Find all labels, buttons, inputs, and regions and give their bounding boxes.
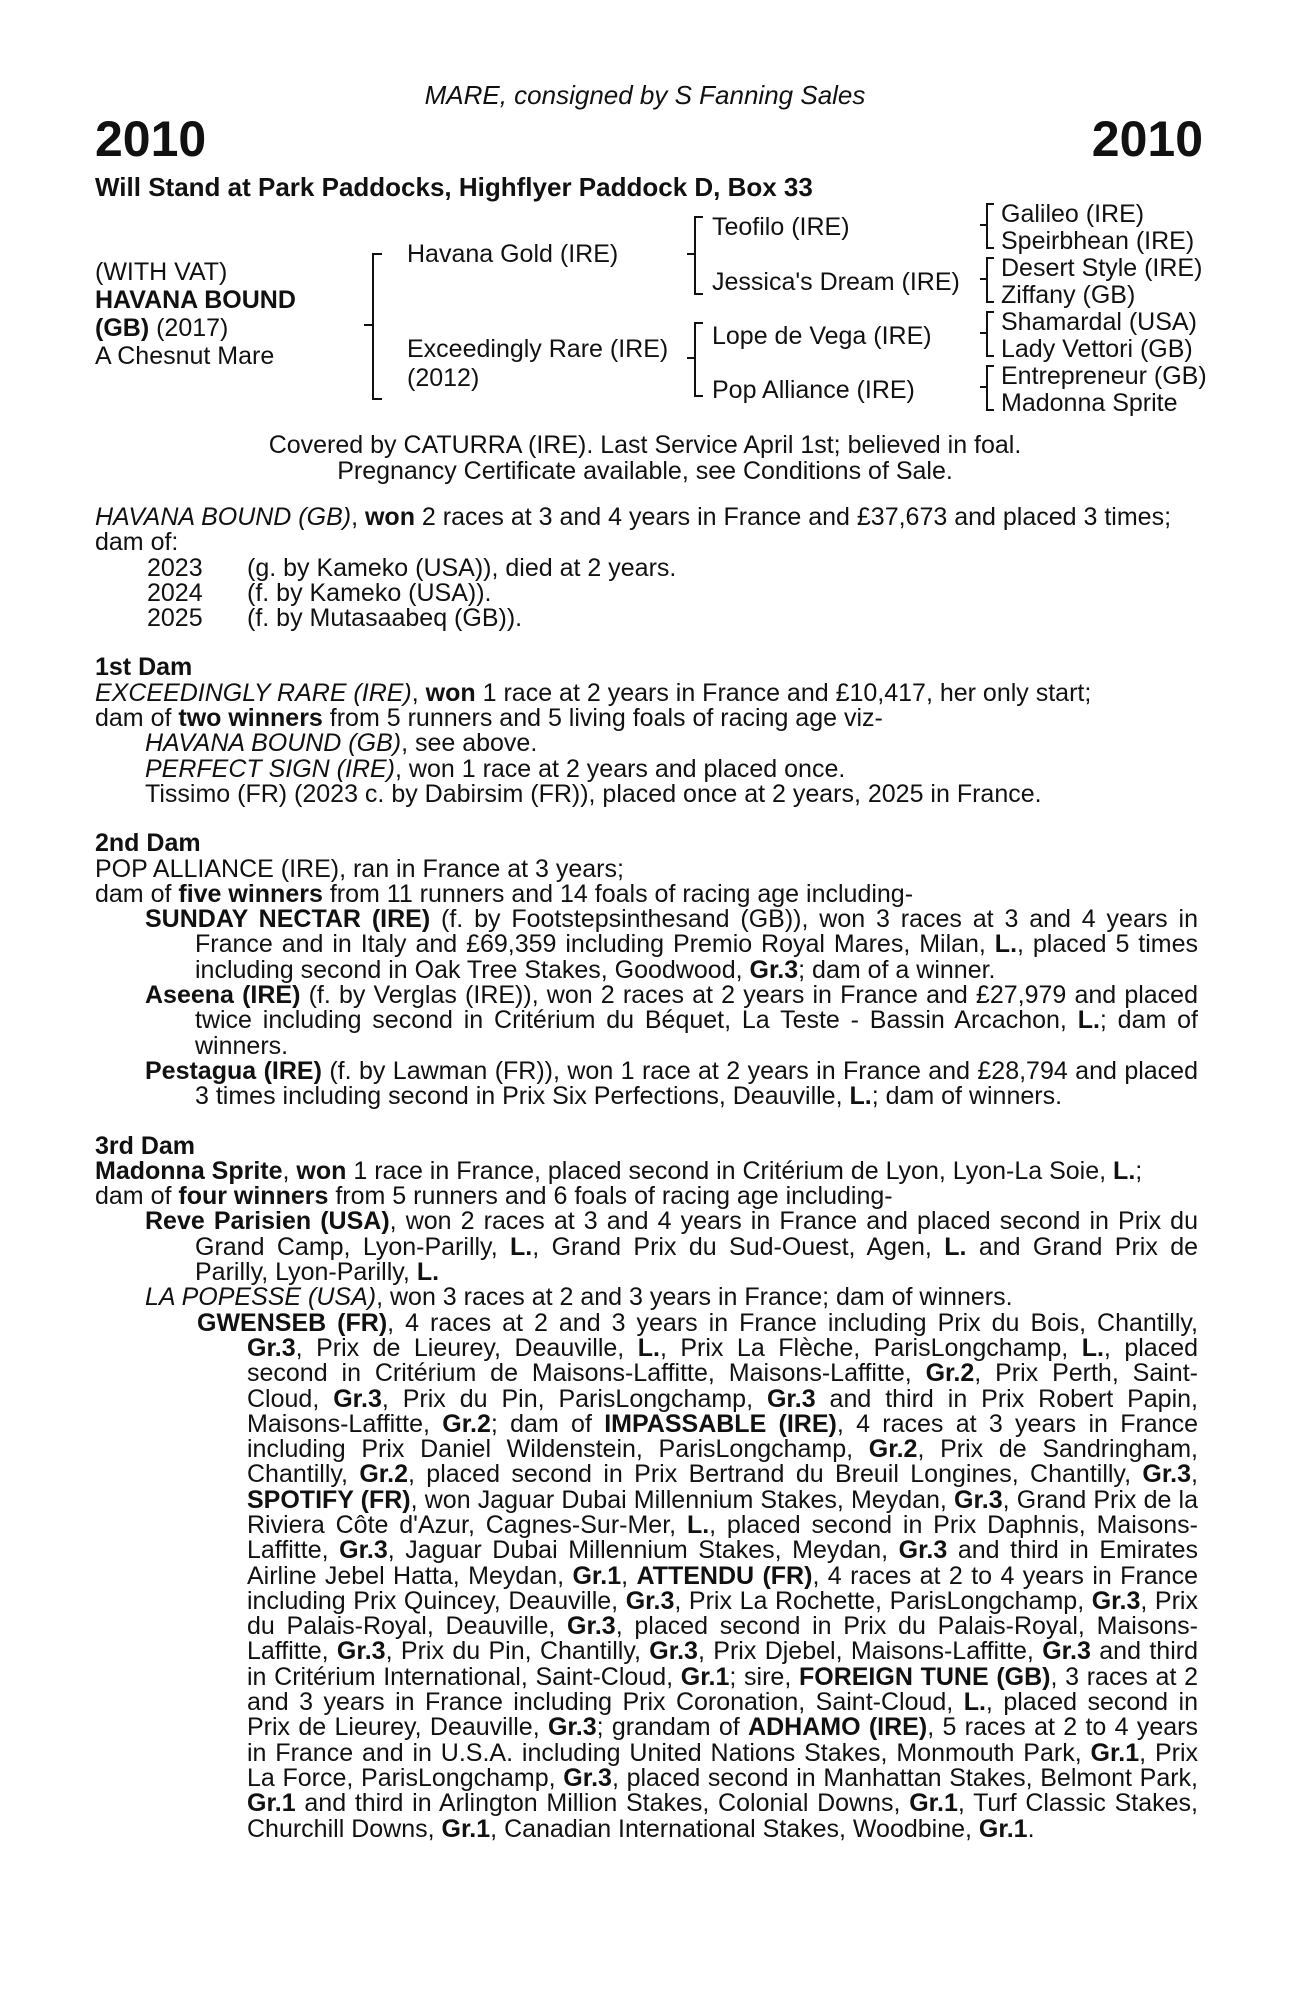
race-grade: Gr.3	[339, 1536, 388, 1565]
offspring-text: (f. by Lawman (FR)), won 1 race at 2 years in France and £28,794 and placed 3 times including second in Prix Six Perfections, Deauville,	[195, 1056, 1198, 1111]
grandchild-text: , Prix du Pin, ParisLongchamp,	[381, 1384, 767, 1413]
first-dam-heading: 1st Dam	[95, 653, 193, 682]
great-grandchild-name: FOREIGN TUNE (GB)	[798, 1662, 1051, 1691]
great-grandchild-name: SPOTIFY (FR)	[247, 1485, 411, 1514]
race-grade: Gr.1	[1090, 1738, 1140, 1767]
grandchild-text: , Prix Djebel, Maisons-Laffitte,	[697, 1637, 1043, 1666]
grandchild-text: , 5 races at 2 to 4 years in France and in U.S.A. including United Nations Stakes, Monmouth Park,	[247, 1713, 1198, 1767]
foal-row	[95, 578, 1198, 607]
third-dam-text: 1 race in France, placed second in Critérium de Lyon, Lyon-La Soie,	[346, 1156, 1114, 1185]
race-grade: Gr.3	[563, 1763, 612, 1792]
grandchild-text: , won Jaguar Dubai Millennium Stakes, Meydan,	[410, 1485, 954, 1514]
sire-sire-dam: Speirbhean (IRE)	[1001, 227, 1195, 255]
second-dam-offspring	[95, 983, 1198, 1059]
summary-paragraph: HAVANA BOUND (GB), won 2 races at 3 and 4 years in France and £37,673 and placed 3 times;	[95, 503, 1172, 531]
dam-dam-dam: Madonna Sprite	[1001, 389, 1178, 417]
second-dam-offspring	[95, 907, 1198, 983]
first-dam-offspring	[95, 731, 1198, 756]
race-grade: Gr.2	[442, 1409, 491, 1438]
race-grade: Gr.1	[978, 1814, 1028, 1843]
great-grandchild-name: IMPASSABLE (IRE)	[604, 1409, 837, 1438]
stabling-location: Will Stand at Park Paddocks, Highflyer Paddock D, Box 33	[95, 172, 813, 202]
produce-prefix: dam of	[95, 704, 179, 733]
offspring-text: ; dam of a winner.	[798, 955, 996, 984]
dam-sire-sire: Shamardal (USA)	[1001, 308, 1197, 336]
third-dam-text: ;	[1135, 1156, 1143, 1185]
race-grade: L.	[416, 1258, 440, 1287]
grandchild-text: , placed second in Prix du Palais-Royal, Maisons-Laffitte,	[247, 1612, 1198, 1666]
race-grade: Gr.3	[954, 1485, 1003, 1514]
race-grade: L.	[637, 1333, 660, 1362]
covering-note	[0, 432, 1290, 484]
race-grade: L.	[963, 1688, 986, 1717]
grandchild-name: GWENSEB (FR)	[197, 1308, 388, 1337]
foal-year: 2024	[147, 578, 203, 607]
offspring-text: , Grand Prix du Sud-Ouest, Agen,	[532, 1232, 945, 1261]
pedigree-brace-ss-point	[980, 224, 988, 226]
race-grade: Gr.3	[247, 1333, 296, 1362]
first-dam-offspring	[95, 754, 1198, 783]
grandchild-text: , placed second in Prix Daphnis, Maisons-Laffitte,	[247, 1510, 1198, 1565]
offspring-text: , won 1 race at 2 years and placed once.	[395, 754, 846, 783]
race-grade: Gr.2	[868, 1435, 918, 1464]
sire-dam-dam: Ziffany (GB)	[1001, 281, 1136, 309]
race-grade: Gr.1	[572, 1561, 622, 1590]
second-dam-heading: 2nd Dam	[95, 829, 201, 858]
first-dam-record: EXCEEDINGLY RARE (IRE), won 1 race at 2 years in France and £10,417, her only start;	[95, 678, 1092, 707]
produce-suffix: from 11 runners and 14 foals of racing age including-	[322, 879, 914, 908]
grandchild-text: ,	[1191, 1460, 1198, 1489]
pedigree-brace-dam-point	[687, 357, 695, 359]
race-grade: Gr.3	[749, 955, 799, 984]
grandchild-text: , placed second in Critérium de Maisons-Laffitte, Maisons-Laffitte,	[247, 1333, 1199, 1388]
race-grade: Gr.3	[336, 1637, 386, 1666]
offspring-text: ; dam of winners.	[195, 1006, 1198, 1060]
third-dam-produce	[95, 1184, 1198, 1209]
race-grade: L.	[849, 1082, 872, 1111]
produce-winners: four winners	[178, 1182, 329, 1211]
dam-sire-dam: Lady Vettori (GB)	[1001, 335, 1193, 363]
horse-label	[95, 258, 296, 370]
foal-year: 2023	[147, 553, 203, 582]
foal-detail: (f. by Mutasaabeq (GB)).	[247, 604, 523, 633]
dam-year: (2012)	[407, 364, 480, 392]
race-grade: L.	[1081, 1333, 1104, 1362]
first-dam-name: EXCEEDINGLY RARE (IRE)	[95, 678, 412, 707]
dam-sire: Lope de Vega (IRE)	[712, 322, 932, 350]
offspring-name: Reve Parisien (USA)	[145, 1207, 390, 1236]
offspring-name: LA POPESSE (USA)	[145, 1283, 377, 1312]
great-great-grandchild-name: ADHAMO (IRE)	[748, 1713, 928, 1742]
catalogue-body	[95, 505, 1198, 1842]
race-grade: Gr.3	[1042, 1637, 1091, 1666]
race-grade: L.	[994, 930, 1018, 959]
grandchild-text: , Prix du Pin, Chantilly,	[385, 1637, 650, 1666]
grandchild-text: ; dam of	[490, 1409, 605, 1438]
third-dam-name: Madonna Sprite	[95, 1156, 283, 1185]
race-grade: L.	[1113, 1156, 1136, 1185]
horse-description: A Chesnut Mare	[95, 342, 275, 370]
grandchild-text: , 4 races at 2 and 3 years in France including Prix du Bois, Chantilly,	[387, 1308, 1198, 1337]
dam-dam-sire: Entrepreneur (GB)	[1001, 362, 1207, 390]
third-dam-offspring	[95, 1285, 1198, 1310]
summary-horse-name: HAVANA BOUND (GB)	[95, 503, 352, 531]
offspring-name: Aseena (IRE)	[145, 981, 301, 1010]
pedigree-brace-main	[372, 253, 382, 400]
pedigree-brace-dd-point	[980, 386, 988, 388]
sire-sire: Teofilo (IRE)	[712, 213, 850, 241]
grandchild-paragraph	[95, 1308, 1199, 1843]
second-dam-offspring	[95, 1056, 1198, 1111]
race-grade: L.	[1077, 1006, 1100, 1035]
grandchild-text: ; sire,	[729, 1662, 799, 1691]
pedigree-brace-ss	[986, 203, 994, 249]
offspring-text: (f. by Verglas (IRE)), won 2 races at 2 years in France and £27,979 and placed twice including second in Critérium du Béquet, La Teste - Bassin Arcachon,	[195, 981, 1198, 1035]
third-dam-heading: 3rd Dam	[95, 1131, 196, 1160]
grandchild-text: , Jaguar Dubai Millennium Stakes, Meydan,	[387, 1536, 899, 1565]
lot-number-right: 2010	[1091, 111, 1203, 167]
offspring-text: , won 2 races at 3 and 4 years in France and placed second in Prix du Grand Camp, Lyon-Parilly,	[195, 1207, 1198, 1261]
great-grandchild-name: ATTENDU (FR)	[636, 1561, 813, 1590]
race-grade: Gr.3	[898, 1536, 948, 1565]
dam-dam: Pop Alliance (IRE)	[712, 376, 915, 404]
covering-line: Covered by CATURRA (IRE). Last Service April 1st; believed in foal.	[268, 431, 1022, 459]
pedigree-brace-dam	[694, 322, 703, 397]
grandchild-text: and third in Emirates Airline Jebel Hatta, Meydan,	[247, 1536, 1199, 1590]
race-grade: Gr.3	[547, 1713, 597, 1742]
grandchild-text: , Prix de Sandringham, Chantilly,	[247, 1435, 1198, 1489]
grandchild-text: , placed second in Prix Bertrand du Breuil Longines, Chantilly,	[408, 1460, 1143, 1489]
second-dam-produce	[95, 879, 1198, 908]
race-grade: Gr.1	[441, 1814, 491, 1843]
race-grade: Gr.1	[680, 1662, 730, 1691]
race-grade: L.	[510, 1232, 533, 1261]
third-dam-won: won	[296, 1156, 347, 1185]
horse-year: (2017)	[156, 314, 229, 342]
produce-winners: five winners	[178, 879, 323, 908]
offspring-name: Pestagua (IRE)	[145, 1056, 322, 1085]
summary-record: 2 races at 3 and 4 years in France and £37,673 and placed 3 times;	[414, 503, 1172, 531]
offspring-name: HAVANA BOUND (GB)	[145, 729, 402, 758]
produce-suffix: from 5 runners and 5 living foals of racing age viz-	[322, 704, 883, 733]
pedigree-brace-sire	[694, 216, 703, 295]
race-grade: Gr.2	[359, 1460, 408, 1489]
pedigree-brace-dd	[986, 365, 994, 411]
race-grade: L.	[686, 1510, 710, 1539]
offspring-text: , won 3 races at 2 and 3 years in France; dam of winners.	[376, 1283, 1013, 1312]
consignor-line: MARE, consigned by S Fanning Sales	[424, 80, 866, 110]
produce-prefix: dam of	[95, 879, 179, 908]
lot-number-left: 2010	[95, 111, 207, 167]
grandchild-text: , Grand Prix de la Riviera Côte d'Azur, Cagnes-Sur-Mer,	[247, 1485, 1198, 1539]
race-grade: Gr.1	[247, 1789, 296, 1818]
race-grade: Gr.3	[649, 1637, 698, 1666]
foal-year: 2025	[147, 604, 203, 633]
offspring-text: (f. by Footstepsinthesand (GB)), won 3 races at 3 and 4 years in France and in Italy and £69,359 including Premio Royal Mares, Milan,	[195, 905, 1198, 959]
pedigree-brace-ds	[986, 311, 994, 357]
produce-prefix: dam of	[95, 1182, 179, 1211]
first-dam-text: 1 race at 2 years in France and £10,417, her only start;	[475, 678, 1092, 707]
foal-detail: (g. by Kameko (USA)), died at 2 years.	[247, 553, 677, 582]
race-grade: Gr.3	[766, 1384, 816, 1413]
race-grade: Gr.3	[333, 1384, 382, 1413]
third-dam-offspring	[95, 1209, 1198, 1285]
grandchild-text: , Canadian International Stakes, Woodbine,	[490, 1814, 979, 1843]
foal-row	[95, 553, 1198, 582]
pedigree-brace-sd-point	[980, 278, 988, 280]
race-grade: Gr.1	[909, 1789, 958, 1818]
summary-won: won	[364, 503, 415, 531]
pedigree-brace-ds-point	[980, 332, 988, 334]
race-grade: Gr.3	[567, 1612, 616, 1641]
grandchild-text: ,	[621, 1561, 637, 1590]
grandchild-text: , Prix La Rochette, ParisLongchamp,	[674, 1586, 1092, 1615]
grandchild-text: , 4 races at 3 years in France including Prix Daniel Wildenstein, ParisLongchamp,	[247, 1409, 1199, 1464]
first-dam-won: won	[425, 678, 476, 707]
first-dam-produce	[95, 706, 1198, 731]
vat-note: (WITH VAT)	[95, 258, 228, 286]
grandchild-text: , Prix La Flèche, ParisLongchamp,	[659, 1333, 1082, 1362]
sire-dam: Jessica's Dream (IRE)	[712, 268, 960, 296]
horse-origin: (GB)	[95, 314, 150, 342]
grandchild-text: , Prix de Lieurey, Deauville,	[295, 1333, 638, 1362]
offspring-name: PERFECT SIGN (IRE)	[145, 754, 396, 783]
offspring-text: , placed 5 times including second in Oak Tree Stakes, Goodwood,	[195, 930, 1198, 984]
horse-name: HAVANA BOUND	[95, 286, 296, 314]
sire-sire-sire: Galileo (IRE)	[1001, 200, 1145, 228]
pedigree-brace-main-point	[364, 324, 372, 326]
grandchild-text: and third in Prix Robert Papin, Maisons-Laffitte,	[247, 1384, 1198, 1438]
race-grade: Gr.3	[625, 1586, 675, 1615]
grandchild-text: , Prix La Force, ParisLongchamp,	[247, 1738, 1198, 1792]
pregnancy-line: Pregnancy Certificate available, see Conditions of Sale.	[337, 457, 953, 485]
race-grade: L.	[944, 1232, 967, 1261]
grandchild-text: , placed second in Manhattan Stakes, Belmont Park,	[611, 1763, 1198, 1792]
grandchild-text: , Prix du Palais-Royal, Deauville,	[247, 1586, 1198, 1641]
race-grade: Gr.3	[1142, 1460, 1192, 1489]
grandchild-text: , Turf Classic Stakes, Churchill Downs,	[247, 1789, 1198, 1843]
offspring-text: , see above.	[401, 729, 538, 758]
pedigree-brace-sire-point	[687, 253, 695, 255]
grandchild-text: , placed second in Prix de Lieurey, Deauville,	[247, 1688, 1198, 1742]
grandchild-text: , 3 races at 2 and 3 years in France including Prix Coronation, Saint-Cloud,	[247, 1662, 1198, 1717]
grandchild-text: .	[1027, 1814, 1035, 1843]
sire: Havana Gold (IRE)	[407, 240, 619, 268]
produce-suffix: from 5 runners and 6 foals of racing age including-	[328, 1182, 893, 1211]
dam: Exceedingly Rare (IRE)	[407, 335, 669, 363]
grandchild-text: , Prix Perth, Saint-Cloud,	[247, 1359, 1198, 1413]
produce-winners: two winners	[178, 704, 323, 733]
race-grade: Gr.2	[925, 1359, 975, 1388]
first-dam-offspring: Tissimo (FR) (2023 c. by Dabirsim (FR)), placed once at 2 years, 2025 in France.	[145, 779, 1042, 808]
summary-dam-of: dam of:	[95, 528, 179, 557]
third-dam-record: Madonna Sprite, won 1 race in France, placed second in Critérium de Lyon, Lyon-La Soie, L.;	[95, 1156, 1143, 1185]
offspring-text: and Grand Prix de Parilly, Lyon-Parilly,	[195, 1232, 1199, 1287]
offspring-name: SUNDAY NECTAR (IRE)	[145, 905, 431, 934]
race-grade: Gr.3	[1091, 1586, 1141, 1615]
grandchild-text: ; grandam of	[596, 1713, 749, 1742]
grandchild-text: , 4 races at 2 to 4 years in France including Prix Quincey, Deauville,	[247, 1561, 1198, 1615]
offspring-text: ; dam of winners.	[871, 1082, 1063, 1111]
grandchild-text: and third in Critérium International, Saint-Cloud,	[247, 1637, 1198, 1691]
foal-row	[95, 606, 1198, 631]
pedigree-brace-sd	[986, 257, 994, 303]
foal-detail: (f. by Kameko (USA)).	[247, 578, 492, 607]
sire-dam-sire: Desert Style (IRE)	[1001, 254, 1203, 282]
second-dam-intro: POP ALLIANCE (IRE), ran in France at 3 years;	[95, 854, 624, 883]
grandchild-text: and third in Arlington Million Stakes, Colonial Downs,	[295, 1789, 910, 1818]
